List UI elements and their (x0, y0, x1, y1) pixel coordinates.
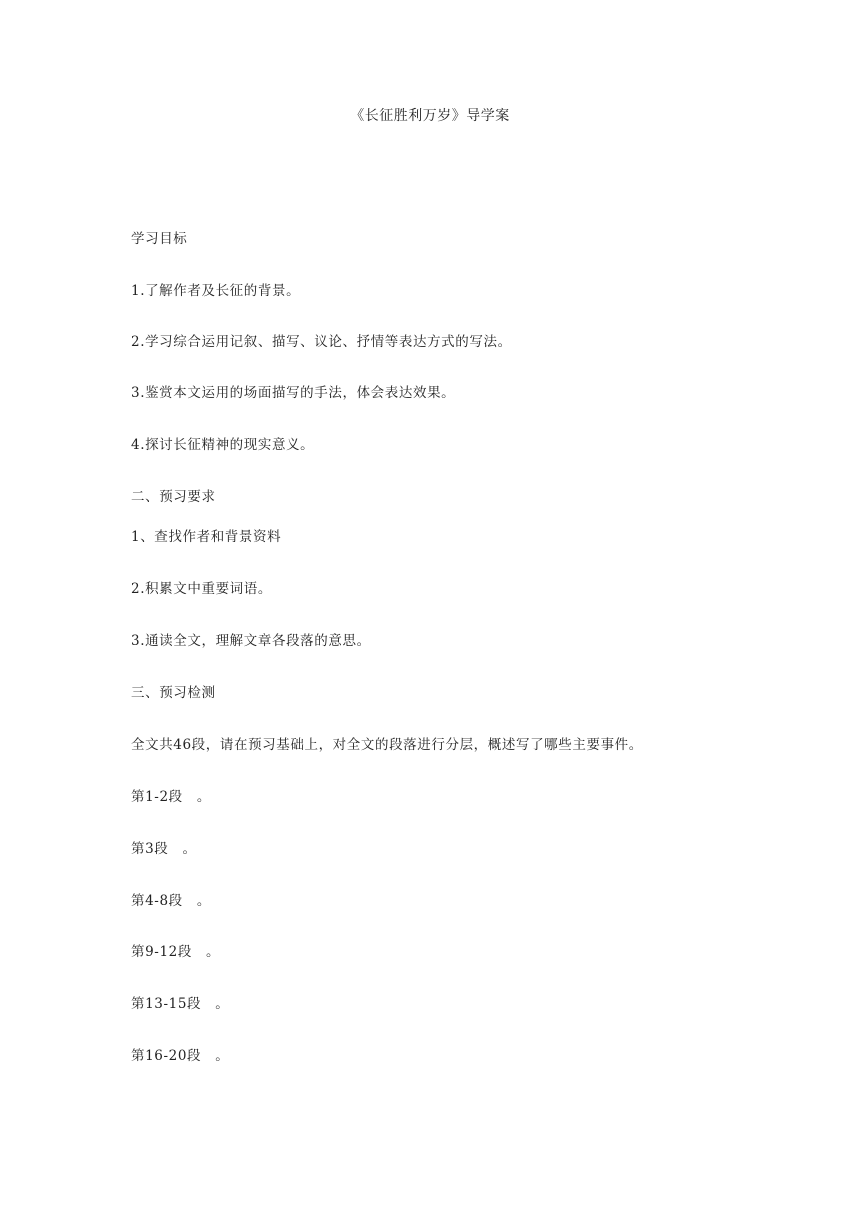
goal-item: 3.鉴赏本文运用的场面描写的手法，体会表达效果。 (131, 385, 456, 401)
paragraph-range-item: 第4-8段 。 (131, 893, 211, 909)
preview-item: 3.通读全文，理解文章各段落的意思。 (131, 633, 371, 649)
section-heading-check: 三、预习检测 (131, 685, 216, 701)
paragraph-range-item: 第9-12段 。 (131, 944, 221, 960)
section-heading-preview: 二、预习要求 (131, 489, 216, 505)
paragraph-range-item: 第1-2段 。 (131, 789, 211, 805)
preview-item: 2.积累文中重要词语。 (131, 581, 272, 597)
preview-item: 1、查找作者和背景资料 (131, 529, 282, 545)
paragraph-range-item: 第13-15段 。 (131, 996, 230, 1012)
goal-item: 4.探讨长征精神的现实意义。 (131, 437, 315, 453)
goal-item: 1.了解作者及长征的背景。 (131, 283, 301, 299)
section-heading-goals: 学习目标 (131, 231, 188, 247)
goal-item: 2.学习综合运用记叙、描写、议论、抒情等表达方式的写法。 (131, 334, 512, 350)
paragraph-range-item: 第16-20段 。 (131, 1048, 230, 1064)
paragraph-range-item: 第3段 。 (131, 841, 197, 857)
check-intro: 全文共46段，请在预习基础上，对全文的段落进行分层，概述写了哪些主要事件。 (131, 737, 643, 753)
document-title: 《长征胜利万岁》导学案 (350, 108, 510, 124)
